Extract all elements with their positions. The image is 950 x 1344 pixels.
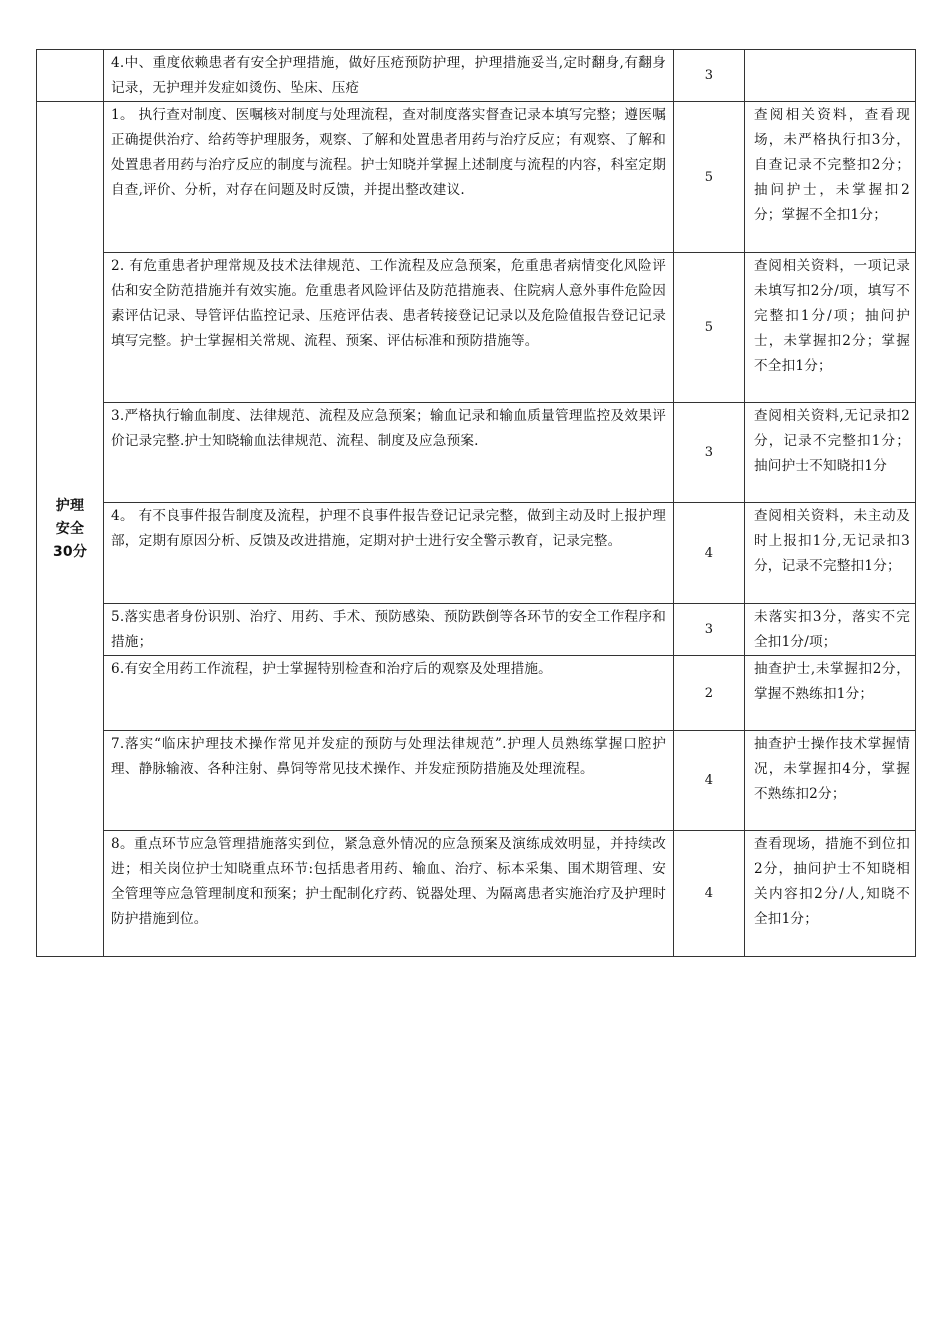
category-label-line1: 护理 [55,497,85,514]
assessment-method-cell: 查阅相关资料，未主动及时上报扣1分,无记录扣3分，记录不完整扣1分； [745,503,916,604]
assessment-method-cell: 查阅相关资料,无记录扣2分，记录不完整扣1分；抽问护士不知晓扣1分 [745,403,916,503]
table-row [37,604,916,656]
assessment-method-cell: 未落实扣3分，落实不完全扣1分/项； [745,604,916,656]
requirement-cell: 1。 执行查对制度、医嘱核对制度与处理流程，查对制度落实督查记录本填写完整；遵医嘱正确提供治疗、给药等护理服务，观察、了解和处置患者用药与治疗反应；有观察、了解和处置患者用药与治疗反应的制度与流程。护士知晓并掌握上述制度与流程的内容，科室定期自查,评价、分析，对存在问题及时反馈，并提出整改建议. [104,102,674,253]
requirement-cell: 5.落实患者身份识别、治疗、用药、手术、预防感染、预防跌倒等各环节的安全工作程序和措施； [104,604,674,656]
category-cell [37,102,104,957]
category-label-line2: 安全 [55,520,85,537]
score-cell: 5 [674,253,745,403]
requirement-cell: 4。 有不良事件报告制度及流程，护理不良事件报告登记记录完整，做到主动及时上报护理部，定期有原因分析、反馈及改进措施，定期对护士进行安全警示教育，记录完整。 [104,503,674,604]
score-cell: 5 [674,102,745,253]
assessment-method-cell: 抽查护士操作技术掌握情况，未掌握扣4分，掌握不熟练扣2分； [745,731,916,831]
assessment-method-cell [745,50,916,102]
requirement-cell: 6.有安全用药工作流程，护士掌握特别检查和治疗后的观察及处理措施。 [104,656,674,731]
table-row [37,102,916,253]
table-row [37,656,916,731]
score-cell: 3 [674,604,745,656]
table-row [37,503,916,604]
assessment-method-cell: 查阅相关资料，一项记录未填写扣2分/项，填写不完整扣1分/项；抽问护士，未掌握扣2分；掌握不全扣1分； [745,253,916,403]
assessment-method-cell: 查看现场，措施不到位扣2分，抽问护士不知晓相关内容扣2分/人,知晓不全扣1分； [745,831,916,957]
table-row [37,50,916,102]
table-row [37,253,916,403]
table-row [37,831,916,957]
category-score-label: 30分 [52,543,88,560]
table-row [37,731,916,831]
score-cell: 3 [674,50,745,102]
score-cell: 4 [674,503,745,604]
requirement-cell: 7.落实“临床护理技术操作常见并发症的预防与处理法律规范”.护理人员熟练掌握口腔护理、静脉输液、各种注射、鼻饲等常见技术操作、并发症预防措施及处理流程。 [104,731,674,831]
nursing-safety-evaluation-table [36,49,916,957]
score-cell: 4 [674,831,745,957]
score-cell: 3 [674,403,745,503]
category-cell-empty [37,50,104,102]
score-cell: 4 [674,731,745,831]
requirement-cell: 2. 有危重患者护理常规及技术法律规范、工作流程及应急预案，危重患者病情变化风险评估和安全防范措施并有效实施。危重患者风险评估及防范措施表、住院病人意外事件危险因素评估记录、导管评估监控记录、压疮评估表、患者转接登记记录以及危险值报告登记记录填写完整。护士掌握相关常规、流程、预案、评估标准和预防措施等。 [104,253,674,403]
score-cell: 2 [674,656,745,731]
assessment-method-cell: 查阅相关资料，查看现场，未严格执行扣3分，自查记录不完整扣2分；抽问护士，未掌握扣2分；掌握不全扣1分； [745,102,916,253]
table-row [37,403,916,503]
requirement-cell: 3.严格执行输血制度、法律规范、流程及应急预案；输血记录和输血质量管理监控及效果评价记录完整.护士知晓输血法律规范、流程、制度及应急预案. [104,403,674,503]
requirement-cell: 8。重点环节应急管理措施落实到位，紧急意外情况的应急预案及演练成效明显，并持续改进；相关岗位护士知晓重点环节:包括患者用药、输血、治疗、标本采集、围术期管理、安全管理等应急管理制度和预案；护士配制化疗药、锐器处理、为隔离患者实施治疗及护理时防护措施到位。 [104,831,674,957]
requirement-cell: 4.中、重度依赖患者有安全护理措施，做好压疮预防护理，护理措施妥当,定时翻身,有翻身记录，无护理并发症如烫伤、坠床、压疮 [104,50,674,102]
assessment-method-cell: 抽查护士,未掌握扣2分，掌握不熟练扣1分； [745,656,916,731]
